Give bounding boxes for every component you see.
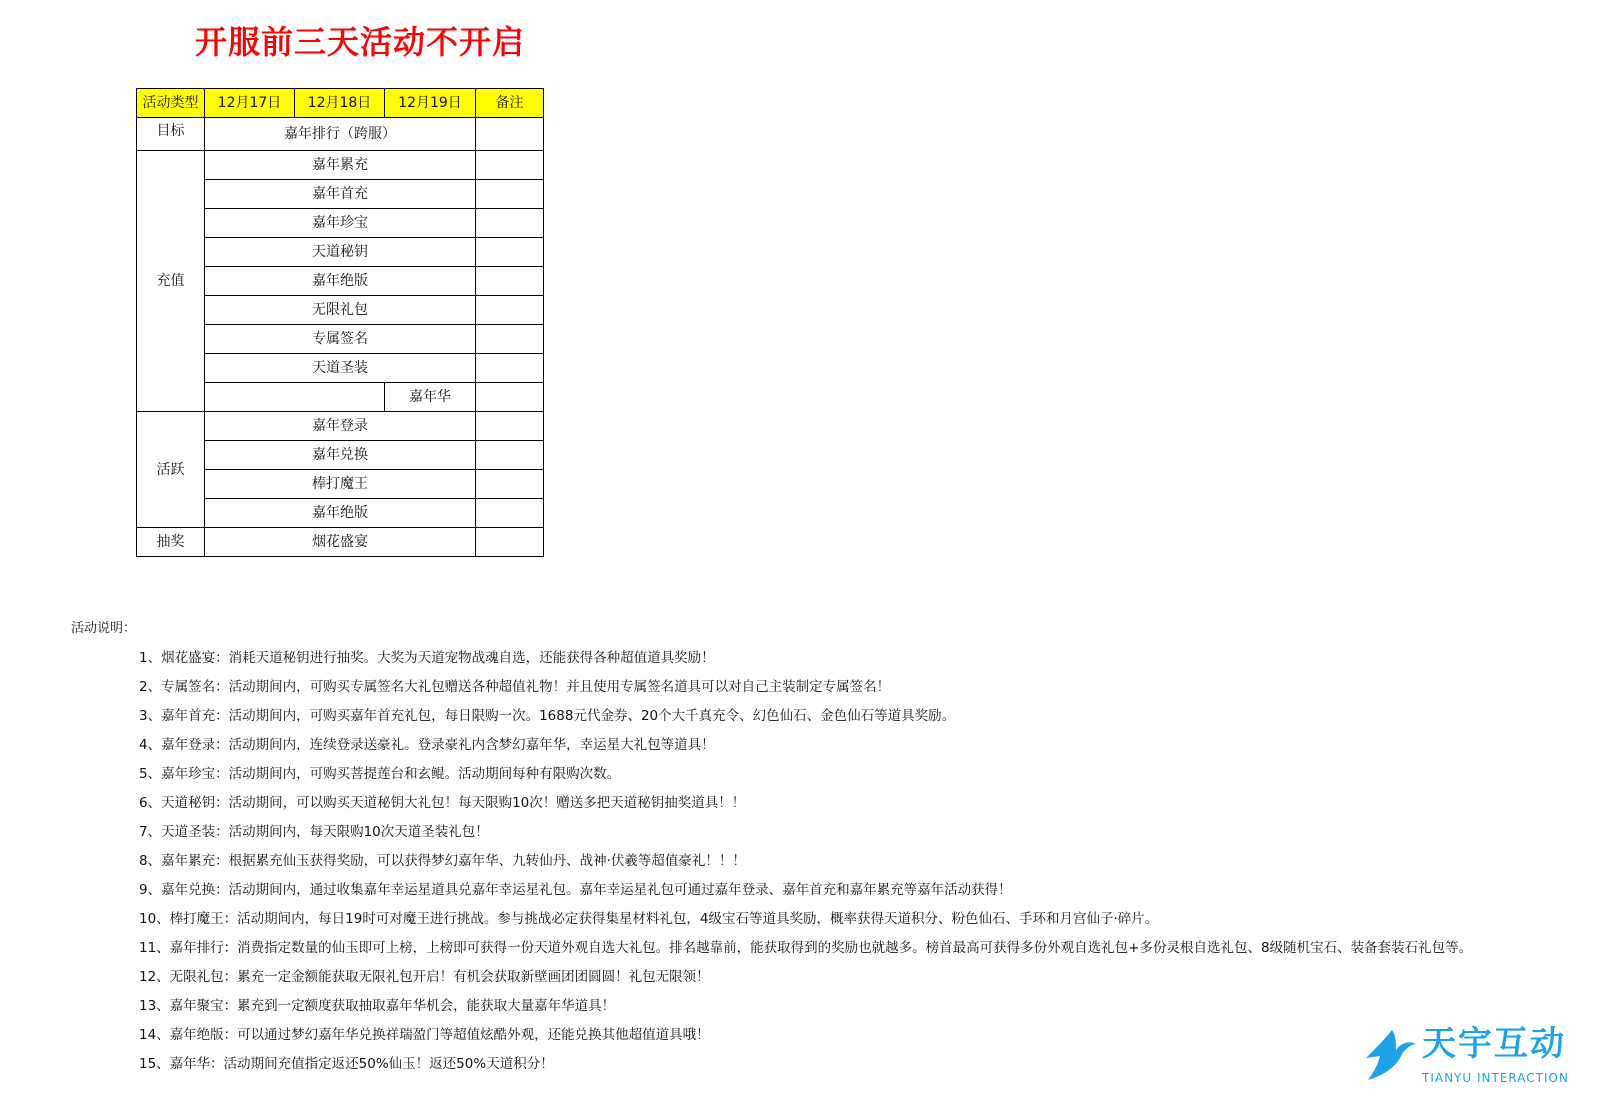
table-row — [137, 151, 544, 180]
header-remark: 备注 — [476, 89, 544, 118]
note-item: 8、嘉年累充：根据累充仙玉获得奖励，可以获得梦幻嘉年华、九转仙丹、战神·伏羲等超值豪礼！！！ — [139, 853, 746, 869]
activity-cell: 嘉年登录 — [205, 412, 476, 441]
header-type: 活动类型 — [137, 89, 205, 118]
remark-cell — [476, 354, 544, 383]
activity-cell: 嘉年排行（跨服） — [205, 118, 476, 151]
table-row — [137, 528, 544, 557]
remark-cell — [476, 118, 544, 151]
table-header-row — [137, 89, 544, 118]
remark-cell — [476, 412, 544, 441]
activity-cell: 天道圣装 — [205, 354, 476, 383]
logo-text-en: TIANYU INTERACTION — [1422, 1071, 1569, 1085]
tianyu-logo — [1362, 1024, 1611, 1112]
note-item: 12、无限礼包：累充一定金额能获取无限礼包开启！有机会获取新壁画团团圆圆！礼包无限领！ — [139, 969, 710, 985]
remark-cell — [476, 267, 544, 296]
activity-cell: 烟花盛宴 — [205, 528, 476, 557]
remark-cell — [476, 209, 544, 238]
empty-cell — [205, 383, 385, 412]
group-recharge: 充值 — [137, 151, 205, 412]
note-item: 1、烟花盛宴：消耗天道秘钥进行抽奖。大奖为天道宠物战魂自选，还能获得各种超值道具奖励！ — [139, 650, 715, 666]
header-date-3: 12月19日 — [385, 89, 476, 118]
activity-cell: 嘉年绝版 — [205, 499, 476, 528]
logo-text-cn: 天宇互动 — [1422, 1024, 1566, 1064]
notes-list — [139, 648, 1472, 1083]
remark-cell — [476, 470, 544, 499]
table-row — [137, 118, 544, 151]
header-date-2: 12月18日 — [295, 89, 385, 118]
note-item: 3、嘉年首充：活动期间内，可购买嘉年首充礼包，每日限购一次。1688元代金券、20个大千真充令、幻色仙石、金色仙石等道具奖励。 — [139, 708, 956, 724]
remark-cell — [476, 180, 544, 209]
activity-cell: 嘉年累充 — [205, 151, 476, 180]
note-item: 2、专属签名：活动期间内，可购买专属签名大礼包赠送各种超值礼物！并且使用专属签名道具可以对自己主装制定专属签名！ — [139, 679, 891, 695]
activity-cell: 天道秘钥 — [205, 238, 476, 267]
note-item: 6、天道秘钥：活动期间，可以购买天道秘钥大礼包！每天限购10次！赠送多把天道秘钥抽奖道具！！ — [139, 795, 746, 811]
table-row — [137, 412, 544, 441]
activity-cell: 嘉年绝版 — [205, 267, 476, 296]
activity-cell: 无限礼包 — [205, 296, 476, 325]
activity-cell: 棒打魔王 — [205, 470, 476, 499]
note-item: 5、嘉年珍宝：活动期间内，可购买菩提莲台和玄鲲。活动期间每种有限购次数。 — [139, 766, 621, 782]
remark-cell — [476, 238, 544, 267]
group-target: 目标 — [137, 118, 205, 151]
remark-cell — [476, 325, 544, 354]
note-item: 14、嘉年绝版：可以通过梦幻嘉年华兑换祥瑞盈门等超值炫酷外观，还能兑换其他超值道具哦！ — [139, 1027, 710, 1043]
activity-cell: 嘉年首充 — [205, 180, 476, 209]
note-item: 10、棒打魔王：活动期间内，每日19时可对魔王进行挑战。参与挑战必定获得集星材料礼包，4级宝石等道具奖励，概率获得天道积分、粉色仙石、手环和月宫仙子·碎片。 — [139, 911, 1159, 927]
note-item: 9、嘉年兑换：活动期间内，通过收集嘉年幸运星道具兑嘉年幸运星礼包。嘉年幸运星礼包可通过嘉年登录、嘉年首充和嘉年累充等嘉年活动获得！ — [139, 882, 1012, 898]
activity-cell: 嘉年兑换 — [205, 441, 476, 470]
activity-cell: 嘉年珍宝 — [205, 209, 476, 238]
remark-cell — [476, 383, 544, 412]
note-item: 7、天道圣装：活动期间内，每天限购10次天道圣装礼包！ — [139, 824, 489, 840]
group-active: 活跃 — [137, 412, 205, 528]
activity-cell: 专属签名 — [205, 325, 476, 354]
remark-cell — [476, 151, 544, 180]
group-lottery: 抽奖 — [137, 528, 205, 557]
remark-cell — [476, 528, 544, 557]
note-item: 11、嘉年排行：消费指定数量的仙玉即可上榜，上榜即可获得一份天道外观自选大礼包。排名越靠前，能获取得到的奖励也就越多。榜首最高可获得多份外观自选礼包+多份灵根自选礼包、8级随机宝石、装备套装石礼包等。 — [139, 940, 1473, 956]
activity-schedule-table — [136, 88, 544, 557]
page-title: 开服前三天活动不开启 — [195, 23, 526, 61]
bird-logo-icon — [1362, 1028, 1418, 1084]
remark-cell — [476, 441, 544, 470]
header-date-1: 12月17日 — [205, 89, 295, 118]
note-item: 4、嘉年登录：活动期间内，连续登录送豪礼。登录豪礼内含梦幻嘉年华，幸运星大礼包等道具！ — [139, 737, 715, 753]
note-item: 13、嘉年聚宝：累充到一定额度获取抽取嘉年华机会，能获取大量嘉年华道具！ — [139, 998, 616, 1014]
remark-cell — [476, 499, 544, 528]
notes-label: 活动说明： — [71, 621, 137, 636]
note-item: 15、嘉年华：活动期间充值指定返还50%仙玉！返还50%天道积分！ — [139, 1056, 554, 1072]
activity-cell: 嘉年华 — [385, 383, 476, 412]
remark-cell — [476, 296, 544, 325]
